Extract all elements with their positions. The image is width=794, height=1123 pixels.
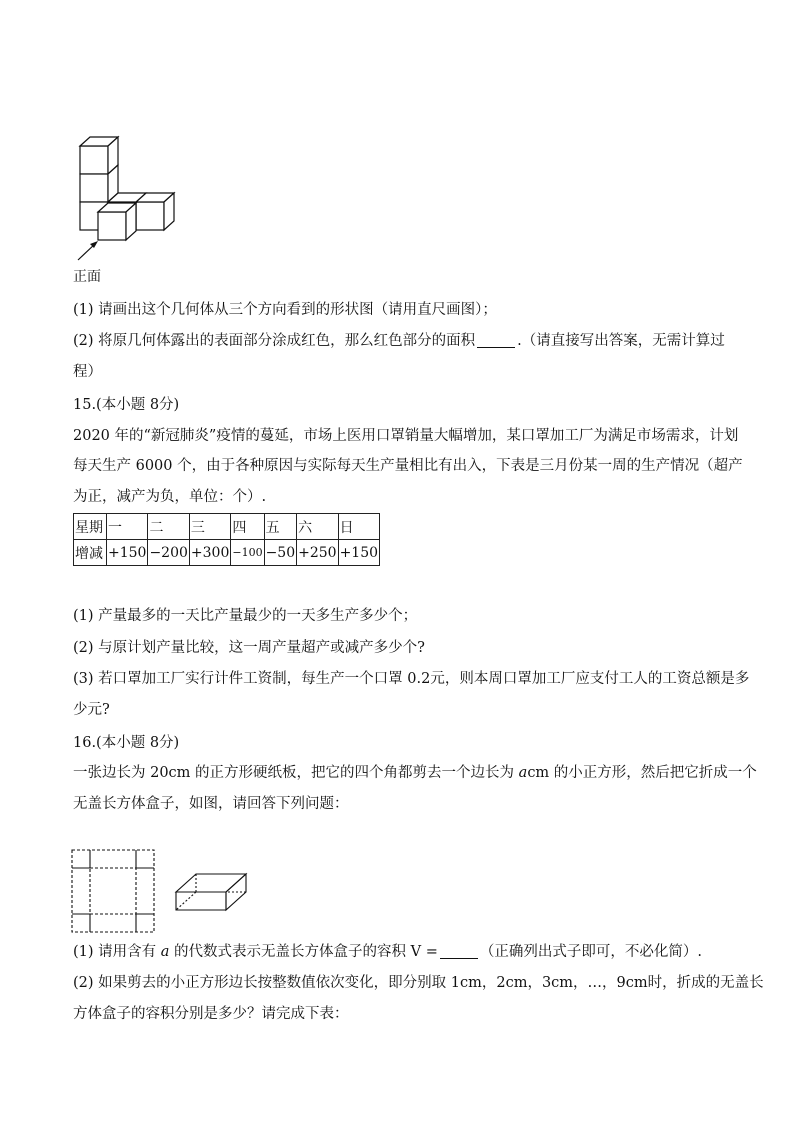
day-cell: 一	[107, 514, 148, 540]
row-header: 星期	[74, 514, 107, 540]
change-cell: +150	[338, 540, 379, 566]
q15-text2: 每天生产 6000 个，由于各种原因与实际每天生产量相比有出入，下表是三月份某一周的生产情况（超产	[73, 458, 743, 474]
day-cell: 四	[231, 514, 264, 540]
production-table	[73, 513, 380, 566]
day-cell: 五	[264, 514, 297, 540]
q15-text1: 2020 年的“新冠肺炎”疫情的蔓延，市场上医用口罩销量大幅增加，某口罩加工厂为满足市场需求，计划	[73, 428, 739, 444]
paper-box-figure	[70, 848, 260, 938]
q15-part2: (2) 与原计划产量比较，这一周产量超产或减产多少个?	[73, 640, 425, 656]
cube-figure	[70, 132, 190, 262]
table-row	[74, 540, 380, 566]
q15-part3: (3) 若口罩加工厂实行计件工资制，每生产一个口罩 0.2元，则本周口罩加工厂应支付工人的工资总额是多	[73, 671, 750, 687]
q16-text1-b: cm 的小正方形，然后把它折成一个	[527, 765, 757, 781]
row-header: 增减	[74, 540, 107, 566]
change-cell: −200	[148, 540, 189, 566]
change-cell: +150	[107, 540, 148, 566]
q16-part1	[73, 942, 702, 962]
day-cell: 日	[338, 514, 379, 540]
q16-text1-a: 一张边长为 20cm 的正方形硬纸板，把它的四个角都剪去一个边长为	[73, 765, 519, 781]
variable-a: a	[160, 944, 170, 960]
q14-part1: (1) 请画出这个几何体从三个方向看到的形状图（请用直尺画图）；	[73, 302, 497, 318]
change-cell: −100	[231, 540, 264, 566]
day-cell: 三	[189, 514, 230, 540]
q15-part1: (1) 产量最多的一天比产量最少的一天多生产多少个；	[73, 608, 418, 624]
q16-part1-a: (1) 请用含有	[73, 944, 161, 960]
q14-part2-text: (2) 将原几何体露出的表面部分涂成红色，那么红色部分的面积	[73, 333, 476, 349]
q16-header: 16.(本小题 8分)	[73, 735, 180, 751]
q16-text2: 无盖长方体盒子，如图，请回答下列问题：	[73, 796, 349, 812]
day-cell: 二	[148, 514, 189, 540]
change-cell: −50	[264, 540, 297, 566]
q16-part2-cont: 方体盒子的容积分别是多少？请完成下表：	[73, 1006, 349, 1022]
change-cell: +300	[189, 540, 230, 566]
day-cell: 六	[297, 514, 338, 540]
q16-text1	[73, 763, 757, 783]
q15-part3-cont: 少元?	[73, 702, 110, 718]
q14-part2	[73, 331, 725, 351]
front-label: 正面	[73, 269, 101, 285]
change-cell: +250	[297, 540, 338, 566]
answer-blank	[477, 333, 515, 348]
q14-part2-text-end: .（请直接写出答案，无需计算过	[517, 333, 725, 349]
q16-part1-c: （正确列出式子即可，不必化简）.	[479, 944, 702, 960]
q15-text3: 为正，减产为负，单位：个）.	[73, 489, 267, 505]
q16-part2: (2) 如果剪去的小正方形边长按整数值依次变化，即分别取 1cm，2cm，3cm，…，9cm时，折成的无盖长	[73, 975, 764, 991]
answer-blank	[440, 944, 478, 959]
variable-a: a	[518, 765, 528, 781]
table-row	[74, 514, 380, 540]
q14-part2-cont: 程）	[73, 364, 102, 380]
q16-part1-b: 的代数式表示无盖长方体盒子的容积 V =	[169, 944, 438, 960]
q15-header: 15.(本小题 8分)	[73, 397, 180, 413]
